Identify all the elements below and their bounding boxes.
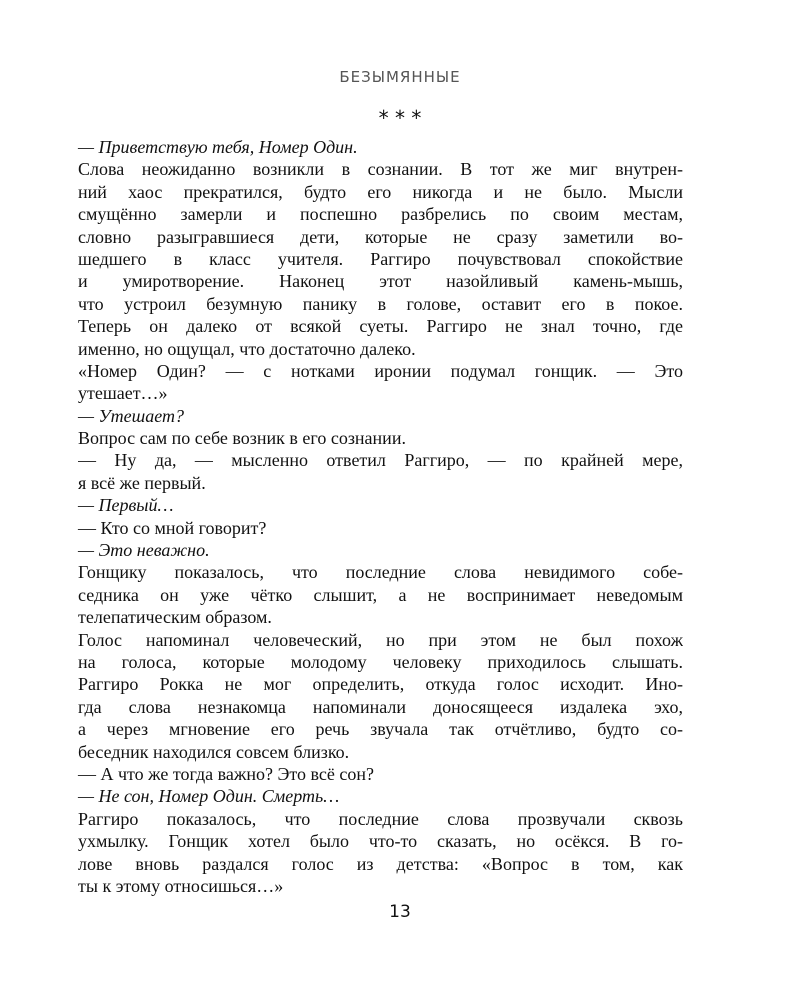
- text-line: я всё же первый.: [78, 472, 206, 493]
- text-line: лове вновь раздался голос из детства: «Вопрос в том, как: [78, 853, 683, 874]
- text-line: Раггиро показалось, что последние слова прозвучали сквозь: [78, 808, 683, 829]
- text-line: телепатическим образом.: [78, 607, 272, 628]
- text-line: седника он уже чётко слышит, а не воспринимает неведомым: [78, 584, 683, 605]
- text-line: — Первый…: [78, 495, 174, 516]
- section-separator: * * *: [378, 106, 422, 130]
- text-line: словно разыгравшиеся дети, которые не сразу заметили во-: [78, 226, 683, 247]
- text-line: ухмылку. Гонщик хотел было что-то сказать, но осёкся. В го-: [78, 831, 683, 852]
- text-line: — Утешает?: [78, 405, 184, 426]
- text-line: утешает…»: [78, 383, 168, 404]
- text-line: Теперь он далеко от всякой суеты. Раггиро не знал точно, где: [78, 316, 683, 337]
- text-line: шедшего в класс учителя. Раггиро почувствовал спокойствие: [78, 248, 683, 269]
- text-line: — Не сон, Номер Один. Смерть…: [78, 786, 340, 807]
- text-line: именно, но ощущал, что достаточно далеко.: [78, 338, 416, 359]
- text-line: Вопрос сам по себе возник в его сознании.: [78, 428, 406, 449]
- text-line: Гонщику показалось, что последние слова невидимого собе-: [78, 562, 683, 583]
- text-line: а через мгновение его речь звучала так отчётливо, будто со-: [78, 719, 683, 740]
- page-number: 13: [389, 902, 411, 922]
- text-line: и умиротворение. Наконец этот назойливый камень-мышь,: [78, 271, 683, 292]
- running-head: БЕЗЫМЯННЫЕ: [339, 68, 461, 86]
- text-line: беседник находился совсем близко.: [78, 741, 350, 762]
- text-line: — Приветствую тебя, Номер Один.: [78, 137, 358, 157]
- text-line: Слова неожиданно возникли в сознании. В тот же миг внутрен-: [78, 159, 683, 180]
- text-line: ты к этому относишься…»: [78, 875, 284, 896]
- text-line: Голос напоминал человеческий, но при этом не был похож: [78, 629, 683, 650]
- text-line: — Это неважно.: [78, 540, 210, 561]
- text-line: на голоса, которые молодому человеку приходилось слышать.: [78, 651, 683, 672]
- text-line: — А что же тогда важно? Это всё сон?: [78, 763, 374, 784]
- text-line: «Номер Один? — с нотками иронии подумал гонщик. — Это: [78, 360, 683, 381]
- body-text: [78, 136, 683, 897]
- text-line: Раггиро Рокка не мог определить, откуда голос исходит. Ино-: [78, 674, 683, 695]
- text-line: гда слова незнакомца напоминали доносящееся издалека эхо,: [78, 696, 683, 717]
- text-line: — Кто со мной говорит?: [78, 517, 267, 538]
- text-line: смущённо замерли и поспешно разбрелись по своим местам,: [78, 204, 683, 225]
- text-line: что устроил безумную панику в голове, оставит его в покое.: [78, 293, 683, 314]
- text-line: ний хаос прекратился, будто его никогда и не было. Мысли: [78, 181, 683, 202]
- text-line: — Ну да, — мысленно ответил Раггиро, — по крайней мере,: [78, 450, 683, 471]
